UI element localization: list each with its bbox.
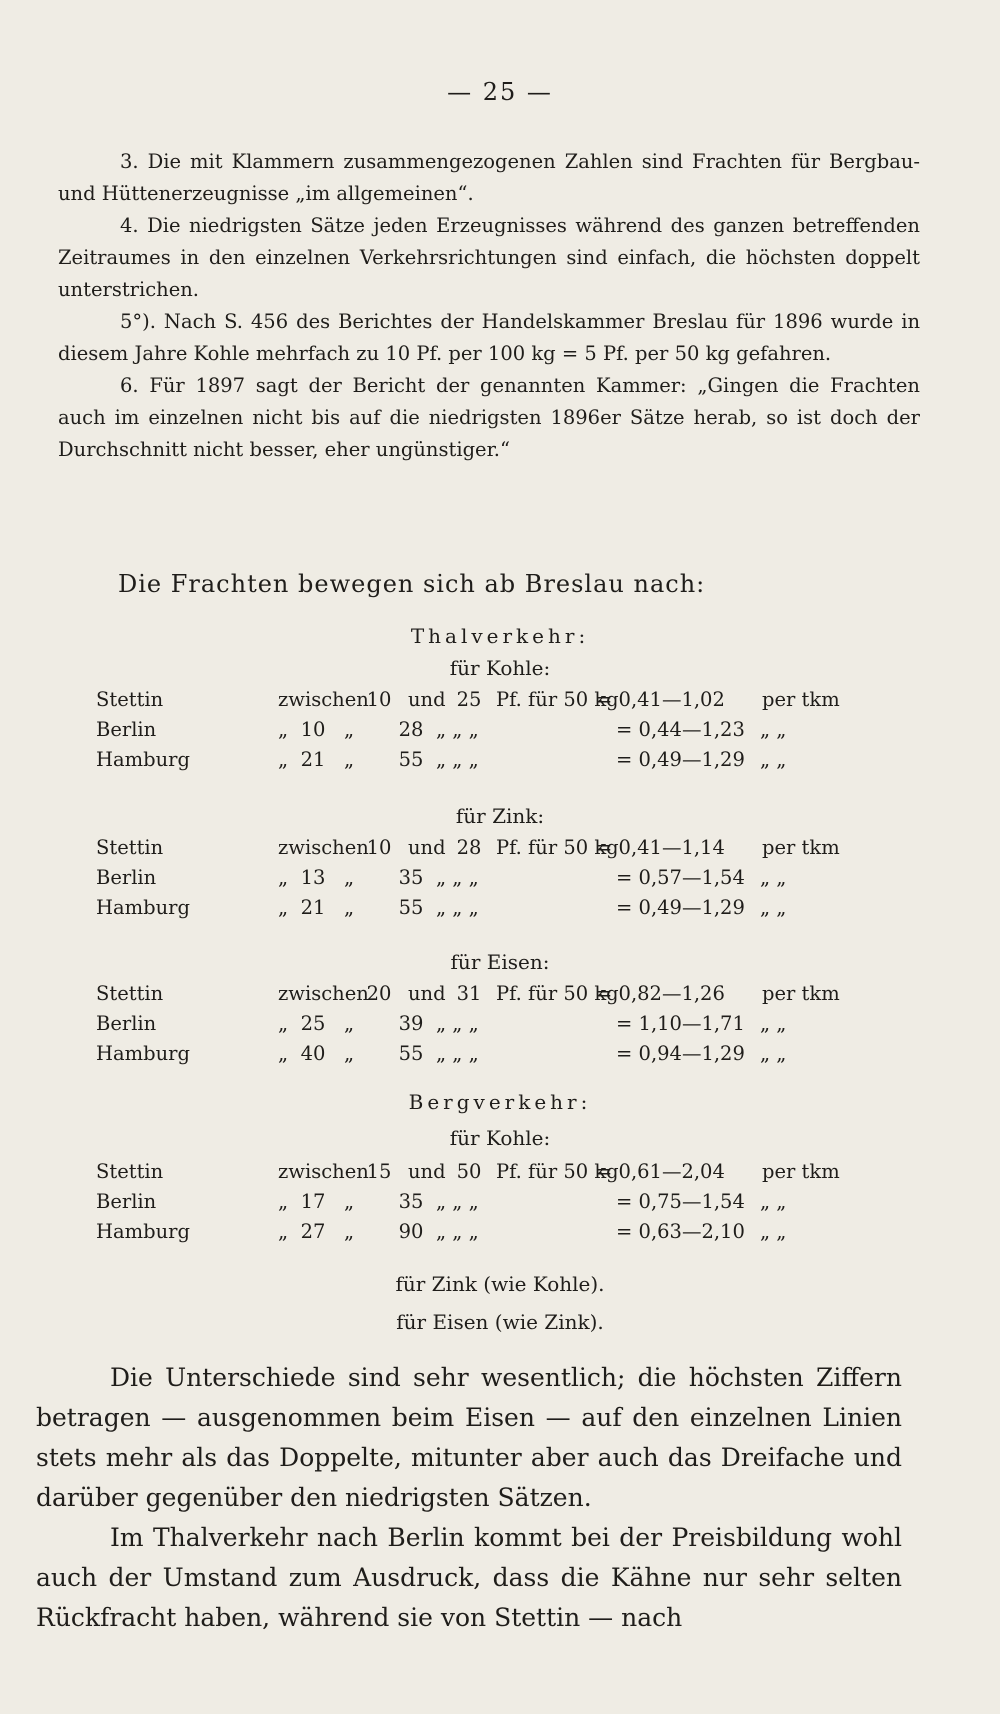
cell-und: „ [344,718,355,741]
cell-per-tkm: „ „ [760,1220,787,1243]
cell-max: 25 [456,688,482,711]
paragraph: Im Thalverkehr nach Berlin kommt bei der Preisbildung wohl auch der Umstand zum Ausdruck, dass die Kähne nur sehr selten Rückfracht haben, während sie von Stettin — nach [36,1523,902,1632]
cell-max: 35 [398,1190,424,1213]
cell-per-tkm: „ „ [760,1042,787,1065]
cell-range: = 0,94—1,29 [616,1042,745,1065]
cell-unit-pf: Pf. für 50 kg [496,836,619,859]
cell-max: 90 [398,1220,424,1243]
cell-max: 28 [456,836,482,859]
cell-range: = 0,63—2,10 [616,1220,745,1243]
cell-per-tkm: „ „ [760,748,787,771]
cell-zwischen: „ [278,1012,289,1035]
group-label-kohle: für Kohle: [449,1126,551,1150]
cell-min: 10 [300,718,326,741]
cell-und: „ [344,748,355,771]
cell-zwischen: „ [278,1190,289,1213]
cell-unit-pf: „ „ „ [436,1190,479,1213]
cell-zwischen: „ [278,748,289,771]
cell-per-tkm: „ „ [760,896,787,919]
cell-range: = 0,61—2,04 [596,1160,725,1183]
cell-max: 39 [398,1012,424,1035]
cell-zwischen: „ [278,718,289,741]
cell-per-tkm: „ „ [760,866,787,889]
cell-unit-pf: Pf. für 50 kg [496,982,619,1005]
group-label-kohle: für Kohle: [449,656,551,680]
cell-per-tkm: per tkm [762,836,840,859]
cell-max: 55 [398,748,424,771]
body-text [36,1358,902,1638]
cell-zwischen: „ [278,866,289,889]
cell-min: 27 [300,1220,326,1243]
cell-min: 25 [300,1012,326,1035]
section-heading: Die Frachten bewegen sich ab Breslau nach: [118,570,706,598]
cell-range: = 0,49—1,29 [616,748,745,771]
cell-city: Hamburg [96,1042,190,1065]
cell-unit-pf: Pf. für 50 kg [496,1160,619,1183]
cell-unit-pf: „ „ „ [436,896,479,919]
cell-zwischen: „ [278,1220,289,1243]
group-label-zink: für Zink: [455,804,545,828]
cell-range: = 0,82—1,26 [596,982,725,1005]
cell-max: 28 [398,718,424,741]
cell-max: 31 [456,982,482,1005]
section-thalverkehr: Thalverkehr: [410,624,590,648]
cell-und: „ [344,896,355,919]
cell-zwischen: zwischen [278,688,369,711]
cell-per-tkm: per tkm [762,688,840,711]
cell-per-tkm: „ „ [760,1012,787,1035]
section-bergverkehr: Bergverkehr: [408,1090,592,1114]
cell-min: 40 [300,1042,326,1065]
cell-unit-pf: „ „ „ [436,748,479,771]
group-label-eisen: für Eisen: [450,950,550,974]
cell-city: Berlin [96,718,157,741]
cell-range: = 0,41—1,14 [596,836,725,859]
cell-min: 10 [366,688,392,711]
cell-max: 55 [398,896,424,919]
cell-range: = 0,75—1,54 [616,1190,745,1213]
group-label-eisen-wie-zink: für Eisen (wie Zink). [396,1310,604,1334]
cell-unit-pf: „ „ „ [436,718,479,741]
note-4: 4. Die niedrigsten Sätze jeden Erzeugnisses während des ganzen betreffenden Zeitraumes in den einzelnen Verkehrsrichtungen sind einfach, die höchsten doppelt unterstrichen. [58,214,920,301]
note-6: 6. Für 1897 sagt der Bericht der genannten Kammer: „Gingen die Frachten auch im einzelnen nicht bis auf die niedrigsten 1896er Sätze herab, so ist doch der Durchschnitt nicht besser, eher ungünstiger.“ [58,374,920,461]
note-3: 3. Die mit Klammern zusammengezogenen Zahlen sind Frachten für Bergbau- und Hüttenerzeugnisse „im allgemeinen“. [58,150,920,205]
cell-city: Berlin [96,1190,157,1213]
cell-min: 20 [366,982,392,1005]
cell-per-tkm: „ „ [760,1190,787,1213]
cell-range: = 0,57—1,54 [616,866,745,889]
cell-city: Hamburg [96,896,190,919]
cell-per-tkm: „ „ [760,718,787,741]
cell-und: „ [344,1220,355,1243]
footnotes [58,146,920,466]
cell-min: 17 [300,1190,326,1213]
cell-range: = 0,44—1,23 [616,718,745,741]
cell-per-tkm: per tkm [762,982,840,1005]
page-number: — 25 — [447,78,553,106]
cell-unit-pf: „ „ „ [436,866,479,889]
cell-min: 21 [300,896,326,919]
cell-city: Berlin [96,1012,157,1035]
cell-und: „ [344,1042,355,1065]
cell-und: „ [344,1012,355,1035]
cell-min: 10 [366,836,392,859]
cell-und: und [408,1160,446,1183]
cell-und: „ [344,1190,355,1213]
cell-per-tkm: per tkm [762,1160,840,1183]
cell-max: 50 [456,1160,482,1183]
cell-city: Stettin [96,836,164,859]
cell-range: = 1,10—1,71 [616,1012,745,1035]
cell-min: 15 [366,1160,392,1183]
cell-zwischen: „ [278,896,289,919]
cell-und: und [408,836,446,859]
cell-und: und [408,688,446,711]
cell-min: 21 [300,748,326,771]
cell-und: und [408,982,446,1005]
cell-max: 35 [398,866,424,889]
cell-zwischen: „ [278,1042,289,1065]
cell-range: = 0,41—1,02 [596,688,725,711]
cell-unit-pf: „ „ „ [436,1220,479,1243]
cell-und: „ [344,866,355,889]
cell-unit-pf: „ „ „ [436,1042,479,1065]
paragraph: Die Unterschiede sind sehr wesentlich; die höchsten Ziffern betragen — ausgenommen beim Eisen — auf den einzelnen Linien stets mehr als das Doppelte, mitunter aber auch das Dreifache und darüber gegenüber den niedrigsten Sätzen. [36,1363,902,1512]
cell-zwischen: zwischen [278,982,369,1005]
cell-unit-pf: „ „ „ [436,1012,479,1035]
note-5: 5°). Nach S. 456 des Berichtes der Handelskammer Breslau für 1896 wurde in diesem Jahre Kohle mehrfach zu 10 Pf. per 100 kg = 5 Pf. per 50 kg gefahren. [58,310,920,365]
cell-max: 55 [398,1042,424,1065]
cell-city: Stettin [96,1160,164,1183]
cell-city: Stettin [96,688,164,711]
cell-city: Hamburg [96,748,190,771]
cell-zwischen: zwischen [278,1160,369,1183]
group-label-zink-wie-kohle: für Zink (wie Kohle). [395,1272,605,1296]
cell-min: 13 [300,866,326,889]
cell-unit-pf: Pf. für 50 kg [496,688,619,711]
cell-city: Berlin [96,866,157,889]
cell-city: Stettin [96,982,164,1005]
cell-range: = 0,49—1,29 [616,896,745,919]
cell-city: Hamburg [96,1220,190,1243]
cell-zwischen: zwischen [278,836,369,859]
